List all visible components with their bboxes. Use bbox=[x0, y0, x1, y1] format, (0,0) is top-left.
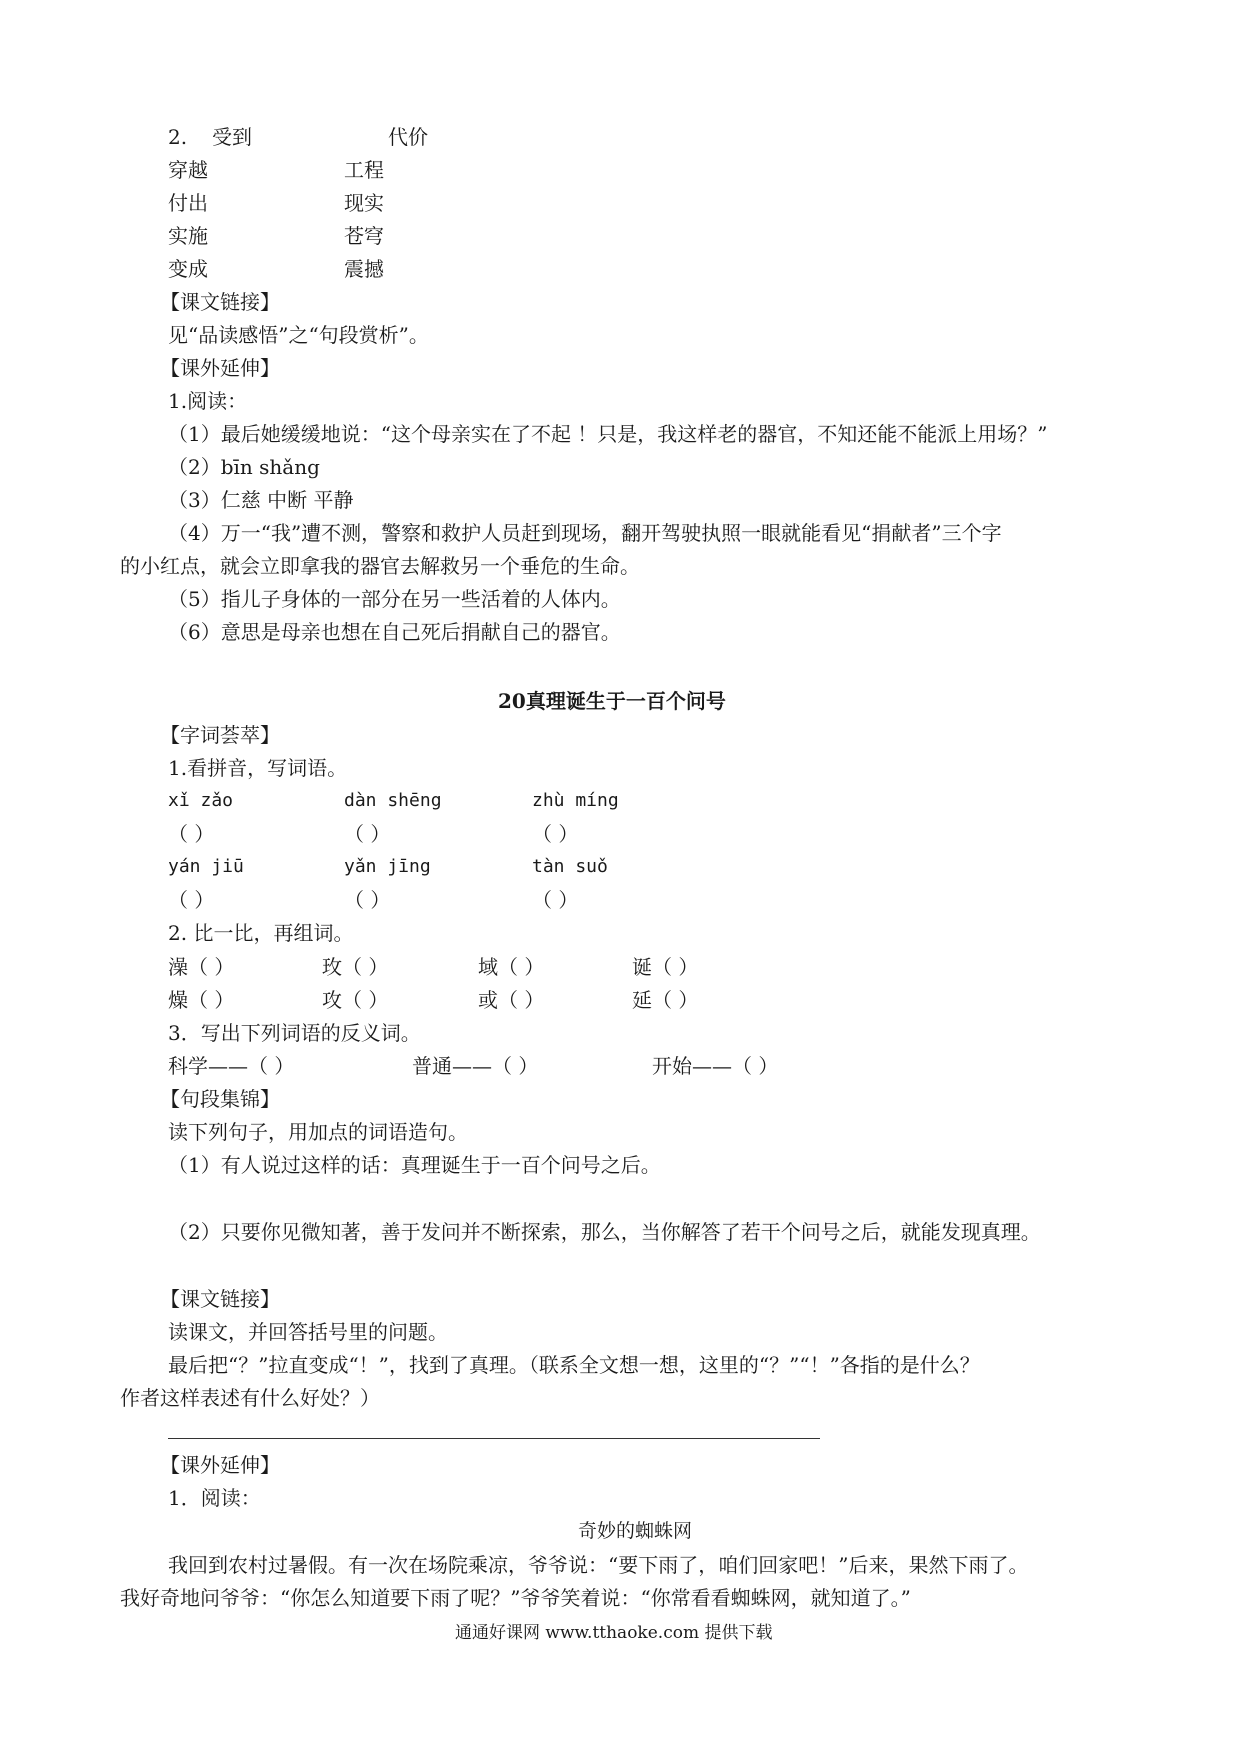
antonym-item[interactable]: 科学——（ ） bbox=[168, 1054, 295, 1078]
pair-left: 付出 bbox=[168, 191, 208, 215]
kewen-question-cont: 作者这样表述有什么好处？） bbox=[120, 1386, 380, 1410]
pinyin: yán jiū bbox=[168, 856, 244, 877]
section-header: 【课外延伸】 bbox=[160, 1453, 280, 1477]
story-paragraph-cont: 我好奇地问爷爷：“你怎么知道要下雨了呢？”爷爷笑着说：“你常看看蜘蛛网，就知道了。” bbox=[120, 1586, 911, 1610]
pair-left: 实施 bbox=[168, 224, 208, 248]
pinyin: xǐ zǎo bbox=[168, 790, 234, 811]
pinyin: zhù míng bbox=[532, 790, 619, 811]
answer-3: （3）仁慈 中断 平静 bbox=[168, 488, 354, 512]
juduan-instruction: 读下列句子，用加点的词语造句。 bbox=[168, 1120, 468, 1144]
q2-head-right: 代价 bbox=[388, 125, 428, 149]
answer-blank[interactable]: （ ） bbox=[168, 822, 215, 846]
section-header: 【句段集锦】 bbox=[160, 1087, 280, 1111]
section-header: 【课文链接】 bbox=[160, 1287, 280, 1311]
antonym-item[interactable]: 普通——（ ） bbox=[412, 1054, 539, 1078]
compare-item[interactable]: 诞（ ） bbox=[632, 955, 699, 979]
question-2-label: 2. 比一比，再组词。 bbox=[168, 921, 354, 945]
pair-right: 现实 bbox=[344, 191, 384, 215]
kewen-question: 最后把“？”拉直变成“！”，找到了真理。（联系全文想一想，这里的“？”“！”各指的是什么？ bbox=[168, 1353, 980, 1377]
pair-left: 穿越 bbox=[168, 158, 208, 182]
answer-2: （2）bīn shǎng bbox=[168, 455, 320, 479]
pinyin: yǎn jīng bbox=[344, 856, 431, 877]
pair-right: 工程 bbox=[344, 158, 384, 182]
answer-4-cont: 的小红点，就会立即拿我的器官去解救另一个垂危的生命。 bbox=[120, 554, 640, 578]
kewen-text: 见“品读感悟”之“句段赏析”。 bbox=[168, 323, 429, 347]
compare-item[interactable]: 燥（ ） bbox=[168, 988, 235, 1012]
q2-head-left: 受到 bbox=[212, 125, 252, 149]
story-paragraph: 我回到农村过暑假。有一次在场院乘凉，爷爷说：“要下雨了，咱们回家吧！”后来，果然下雨了。 bbox=[168, 1553, 1029, 1577]
pinyin: tàn suǒ bbox=[532, 856, 608, 877]
kewen-instruction: 读课文，并回答括号里的问题。 bbox=[168, 1320, 448, 1344]
page-footer: 通通好课网 www.tthaoke.com 提供下载 bbox=[455, 1623, 773, 1643]
answer-5: （5）指儿子身体的一部分在另一些活着的人体内。 bbox=[168, 587, 621, 611]
section-header: 【字词荟萃】 bbox=[160, 723, 280, 747]
q2-number: 2. bbox=[168, 125, 188, 149]
compare-item[interactable]: 玫（ ） bbox=[322, 955, 389, 979]
answer-blank[interactable]: （ ） bbox=[532, 822, 579, 846]
lesson-title: 20真理诞生于一百个问号 bbox=[498, 689, 726, 713]
pair-right: 震撼 bbox=[344, 257, 384, 281]
answer-blank[interactable]: （ ） bbox=[168, 888, 215, 912]
compare-item[interactable]: 攻（ ） bbox=[322, 988, 389, 1012]
answer-blank[interactable]: （ ） bbox=[344, 822, 391, 846]
answer-blank[interactable]: （ ） bbox=[344, 888, 391, 912]
story-title: 奇妙的蜘蛛网 bbox=[578, 1520, 693, 1542]
antonym-item[interactable]: 开始——（ ） bbox=[652, 1054, 779, 1078]
answer-line[interactable] bbox=[168, 1438, 820, 1439]
answer-4: （4）万一“我”遭不测，警察和救护人员赶到现场，翻开驾驶执照一眼就能看见“捐献者”三个字 bbox=[168, 521, 1002, 545]
sentence-2: （2）只要你见微知著，善于发问并不断探索，那么，当你解答了若干个问号之后，就能发现真理。 bbox=[168, 1220, 1041, 1244]
section-header: 【课外延伸】 bbox=[160, 356, 280, 380]
pair-right: 苍穹 bbox=[344, 224, 384, 248]
question-3-label: 3．写出下列词语的反义词。 bbox=[168, 1021, 421, 1045]
section-header: 【课文链接】 bbox=[160, 290, 280, 314]
compare-item[interactable]: 域（ ） bbox=[478, 955, 545, 979]
reading-label: 1.阅读： bbox=[168, 389, 248, 413]
pair-left: 变成 bbox=[168, 257, 208, 281]
answer-blank[interactable]: （ ） bbox=[532, 888, 579, 912]
sentence-1: （1）有人说过这样的话：真理诞生于一百个问号之后。 bbox=[168, 1153, 661, 1177]
reading-label: 1．阅读： bbox=[168, 1486, 261, 1510]
question-1-label: 1.看拼音，写词语。 bbox=[168, 756, 348, 780]
compare-item[interactable]: 延（ ） bbox=[632, 988, 699, 1012]
answer-1: （1）最后她缓缓地说：“这个母亲实在了不起 ！只是，我这样老的器官，不知还能不能派上用场？” bbox=[168, 422, 1048, 446]
compare-item[interactable]: 或（ ） bbox=[478, 988, 545, 1012]
pinyin: dàn shēng bbox=[344, 790, 442, 811]
compare-item[interactable]: 澡（ ） bbox=[168, 955, 235, 979]
answer-6: （6）意思是母亲也想在自己死后捐献自己的器官。 bbox=[168, 620, 621, 644]
